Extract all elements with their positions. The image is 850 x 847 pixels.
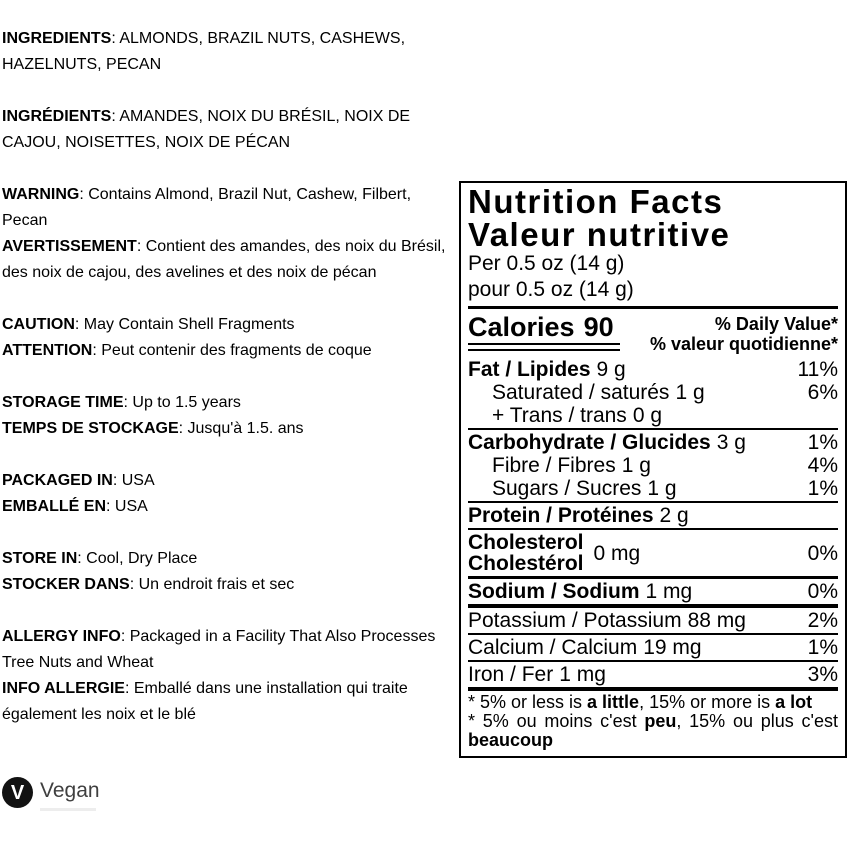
storage-time-fr-label: TEMPS DE STOCKAGE [2, 420, 179, 437]
nutrient-daily-value: 4% [807, 454, 838, 477]
caution-en-label: CAUTION [2, 316, 75, 333]
store-in-fr [2, 572, 455, 598]
nutrient-name: Iron / Fer [468, 663, 554, 686]
ingredients-en [2, 26, 455, 78]
vegan-icon [2, 777, 33, 808]
vegan-label: Vegan [40, 779, 100, 802]
nutrient-amount: 88 mg [687, 609, 746, 632]
footnote-fr-bold: peu [644, 711, 677, 731]
ingredients-fr-block [2, 104, 455, 156]
nutrient-amount: 1 mg [559, 663, 606, 686]
storage-time-fr-text: : Jusqu'à 1.5. ans [178, 420, 304, 437]
nutrient-name: Carbohydrate / Glucides [468, 431, 711, 454]
divider [468, 633, 838, 635]
vegan-text-wrap [40, 777, 100, 811]
warning-en [2, 182, 455, 234]
divider [468, 306, 838, 309]
nutrient-row-carbohydrate [468, 431, 838, 454]
calories-label: Calories [468, 312, 575, 342]
daily-value-header-en: % Daily Value* [714, 314, 838, 334]
nutrient-name: Sodium / Sodium [468, 580, 640, 603]
ingredients-en-label: INGREDIENTS [2, 30, 112, 47]
caution-fr [2, 338, 455, 364]
caution-block [2, 312, 455, 364]
info-column [2, 26, 455, 754]
footnote-en [468, 693, 838, 712]
storage-time-en-label: STORAGE TIME [2, 394, 124, 411]
footnote-fr-part: * 5% ou moins c'est [468, 711, 645, 731]
allergy-info-fr-label: INFO ALLERGIE [2, 680, 125, 697]
nutrient-daily-value: 6% [807, 381, 838, 404]
packaged-in-fr-text: : USA [106, 498, 148, 515]
nutrient-amount: 1 g [647, 477, 677, 500]
footnote-en-bold: a little [587, 692, 640, 712]
ingredients-fr-text: : AMANDES, NOIX DU BRÉSIL, NOIX DE CAJOU, NOISETTES, NOIX DE PÉCAN [2, 108, 411, 151]
divider [468, 528, 838, 530]
cholesterol-name-fr: Cholestérol [468, 552, 584, 575]
store-in-fr-text: : Un endroit frais et sec [129, 576, 295, 593]
nutrient-name: Fat / Lipides [468, 358, 591, 381]
footnote-fr-bold: beaucoup [468, 730, 554, 750]
nutrient-name: Potassium / Potassium [468, 609, 682, 632]
divider [468, 604, 838, 608]
packaged-in-fr-label: EMBALLÉ EN [2, 498, 106, 515]
nutrient-amount: 2 g [659, 504, 689, 527]
nutrient-daily-value: 1% [807, 477, 838, 500]
nutrient-row-fat [468, 358, 838, 381]
divider [468, 660, 838, 662]
warning-en-label: WARNING [2, 186, 80, 203]
calories-value: 90 [583, 312, 614, 342]
footnote-en-part: * 5% or less is [468, 692, 588, 712]
nutrient-amount: 1 g [621, 454, 651, 477]
nutrient-daily-value: 11% [797, 358, 838, 381]
nutrient-name: + Trans / trans [492, 404, 627, 427]
nutrient-daily-value: 0% [807, 580, 838, 603]
calories-line [468, 312, 620, 342]
divider [468, 687, 838, 691]
caution-en-text: : May Contain Shell Fragments [74, 316, 295, 333]
footnote-en-part: , 15% or more is [639, 692, 776, 712]
nutrient-row-iron [468, 663, 838, 686]
ingredients-en-text: : ALMONDS, BRAZIL NUTS, CASHEWS, HAZELNUTS, PECAN [2, 30, 406, 73]
nutrient-amount: 1 g [675, 381, 705, 404]
store-in-fr-label: STOCKER DANS [2, 576, 130, 593]
warning-fr-label: AVERTISSEMENT [2, 238, 137, 255]
nutrient-row-saturated [468, 381, 838, 404]
storage-time-fr [2, 416, 455, 442]
allergy-info-fr [2, 676, 455, 728]
nutrient-daily-value: 1% [807, 431, 838, 454]
footnote-en-bold: a lot [775, 692, 813, 712]
packaged-in-en [2, 468, 455, 494]
nutrient-name: Sugars / Sucres [492, 477, 642, 500]
calories-double-underline [468, 343, 620, 351]
nutrient-name: Saturated / saturés [492, 381, 670, 404]
nutrient-row-calcium [468, 636, 838, 659]
vegan-underline [40, 808, 96, 811]
warning-block [2, 182, 455, 286]
nutrient-row-cholesterol [468, 531, 838, 575]
store-in-en-text: : Cool, Dry Place [77, 550, 198, 567]
caution-fr-label: ATTENTION [2, 342, 93, 359]
nutrient-amount: 1 mg [645, 580, 693, 603]
allergy-info-block [2, 624, 455, 728]
cholesterol-name-en: Cholesterol [468, 531, 584, 554]
divider [468, 501, 838, 503]
nutrient-amount: 0 g [632, 404, 663, 427]
nutrient-name: Fibre / Fibres [492, 454, 616, 477]
warning-fr-text: : Contient des amandes, des noix du Brésil, des noix de cajou, des avelines et des noix de pécan [2, 238, 446, 281]
divider [468, 428, 838, 430]
allergy-info-fr-text: : Emballé dans une installation qui traite également les noix et le blé [2, 680, 408, 723]
caution-en [2, 312, 455, 338]
vegan-badge [2, 777, 100, 811]
packaged-in-en-label: PACKAGED IN [2, 472, 113, 489]
warning-en-text: : Contains Almond, Brazil Nut, Cashew, Filbert, Pecan [2, 186, 412, 229]
nutrition-title-fr: Valeur nutritive [468, 216, 731, 253]
nutrient-amount: 9 g [596, 358, 626, 381]
daily-value-header-fr: % valeur quotidienne* [649, 334, 838, 354]
ingredients-fr [2, 104, 455, 156]
packaged-in-fr [2, 494, 455, 520]
store-in-en-label: STORE IN [2, 550, 78, 567]
footnote-fr [468, 712, 838, 750]
storage-time-en-text: : Up to 1.5 years [123, 394, 241, 411]
nutrition-facts-panel [459, 181, 847, 758]
nutrient-daily-value: 2% [807, 609, 838, 632]
store-in-en [2, 546, 455, 572]
ingredients-fr-label: INGRÉDIENTS [2, 108, 112, 125]
nutrient-name: Protein / Protéines [468, 504, 654, 527]
nutrition-title-en: Nutrition Facts [468, 183, 724, 220]
warning-fr [2, 234, 455, 286]
allergy-info-en [2, 624, 455, 676]
footnote-fr-part: , 15% ou plus c'est [676, 711, 838, 731]
calories-left [468, 312, 620, 358]
ingredients-block [2, 26, 455, 78]
nutrient-row-sodium [468, 580, 838, 603]
nutrient-daily-value: 0% [807, 541, 838, 565]
serving-size-fr: pour 0.5 oz (14 g) [468, 278, 634, 301]
nutrient-name: Calcium / Calcium [468, 636, 638, 659]
allergy-info-en-label: ALLERGY INFO [2, 628, 121, 645]
nutrient-row-sugars [468, 477, 838, 500]
packaged-in-en-text: : USA [112, 472, 155, 489]
nutrient-amount: 3 g [716, 431, 746, 454]
nutrient-daily-value: 3% [807, 663, 838, 686]
packaged-in-block [2, 468, 455, 520]
nutrient-daily-value: 1% [807, 636, 838, 659]
divider [468, 576, 838, 579]
serving-size-en: Per 0.5 oz (14 g) [468, 252, 625, 275]
nutrient-row-trans [468, 404, 838, 427]
nutrient-row-fibre [468, 454, 838, 477]
nutrient-amount: 0 mg [593, 541, 641, 565]
daily-value-header [650, 312, 838, 358]
cholesterol-names [468, 532, 584, 574]
storage-time-en [2, 390, 455, 416]
vegan-icon-letter: V [10, 781, 25, 804]
caution-fr-text: : Peut contenir des fragments de coque [92, 342, 372, 359]
nutrient-row-protein [468, 504, 838, 527]
allergy-info-en-text: : Packaged in a Facility That Also Processes Tree Nuts and Wheat [2, 628, 436, 671]
nutrient-amount: 19 mg [643, 636, 702, 659]
storage-time-block [2, 390, 455, 442]
calories-section [468, 312, 838, 358]
store-in-block [2, 546, 455, 598]
nutrient-row-potassium [468, 609, 838, 632]
